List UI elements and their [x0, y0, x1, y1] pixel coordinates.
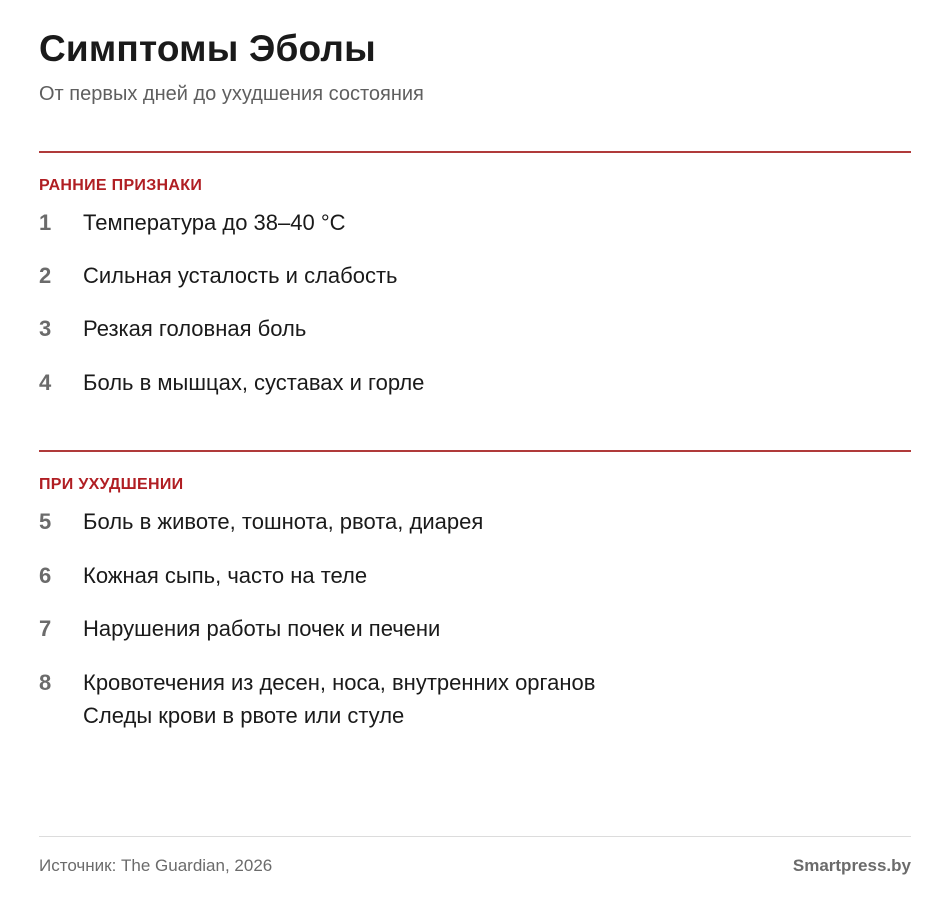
page-title: Симптомы Эболы	[39, 28, 376, 69]
section-label-worsening: ПРИ УХУДШЕНИИ	[39, 476, 184, 493]
section-divider	[39, 151, 911, 153]
item-number: 2	[39, 263, 52, 288]
source-credit: Источник: The Guardian, 2026	[39, 856, 273, 875]
item-number: 6	[39, 563, 52, 588]
section-divider	[39, 450, 911, 452]
item-text: Кожная сыпь, часто на теле	[83, 563, 368, 588]
infographic	[39, 0, 911, 900]
item-text: Боль в животе, тошнота, рвота, диарея	[83, 509, 484, 534]
item-number: 5	[39, 509, 52, 534]
item-number: 1	[39, 210, 52, 235]
brand-name: Smartpress.by	[792, 856, 911, 875]
item-text: Резкая головная боль	[83, 316, 307, 341]
footer-divider	[39, 836, 911, 837]
item-number: 3	[39, 316, 52, 341]
section-label-early-signs: РАННИЕ ПРИЗНАКИ	[39, 177, 203, 194]
item-text: Боль в мышцах, суставах и горле	[83, 370, 425, 395]
item-number: 8	[39, 670, 52, 695]
item-text: Температура до 38–40 °C	[83, 210, 346, 235]
page-subtitle: От первых дней до ухудшения состояния	[39, 83, 424, 105]
item-text: Сильная усталость и слабость	[83, 263, 398, 288]
item-text-second-line: Следы крови в рвоте или стуле	[83, 703, 405, 728]
item-number: 7	[39, 616, 52, 641]
item-text: Нарушения работы почек и печени	[83, 616, 441, 641]
item-number: 4	[39, 370, 52, 395]
item-text: Кровотечения из десен, носа, внутренних органов	[83, 670, 596, 695]
